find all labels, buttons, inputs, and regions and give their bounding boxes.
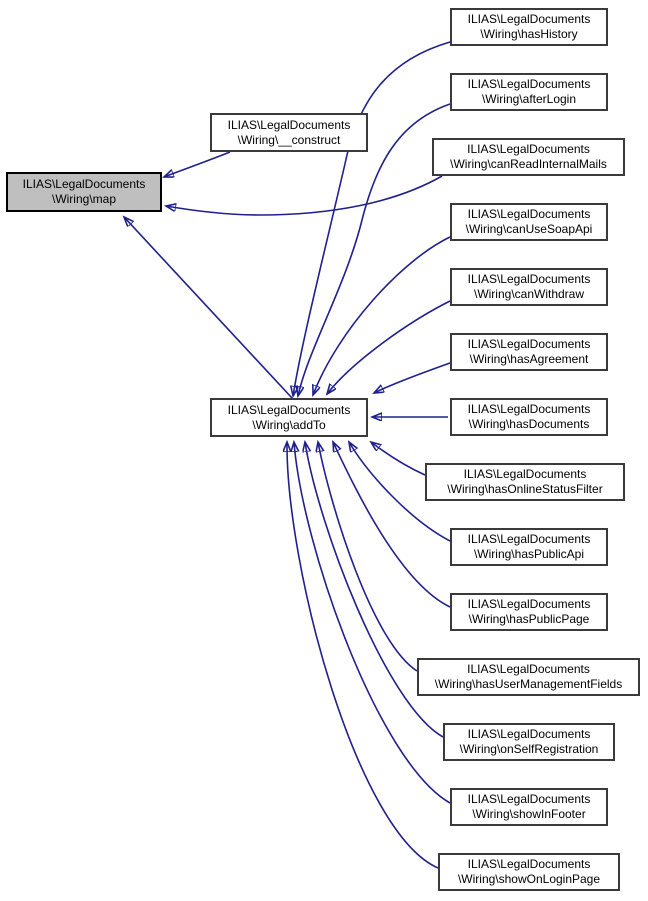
edge-addTo-to-map: [124, 217, 292, 398]
node-canReadInternalMails-line2: \Wiring\canReadInternalMails: [450, 157, 607, 171]
node-hasDocuments-line1: ILIAS\LegalDocuments: [467, 402, 591, 416]
edge-showOnLoginPage-to-addTo: [287, 442, 438, 868]
node-afterLogin[interactable]: [450, 73, 608, 111]
node-afterLogin-line1: ILIAS\LegalDocuments: [467, 77, 591, 91]
node-hasPublicApi-line1: ILIAS\LegalDocuments: [467, 532, 591, 546]
node-onSelfRegistration-line1: ILIAS\LegalDocuments: [467, 727, 591, 741]
node-hasDocuments[interactable]: [450, 398, 608, 436]
node-canUseSoapApi-line2: \Wiring\canUseSoapApi: [465, 222, 593, 236]
node-map-line1: ILIAS\LegalDocuments: [22, 177, 146, 191]
node-afterLogin-line2: \Wiring\afterLogin: [481, 92, 577, 106]
node-construct-line2: \Wiring\__construct: [237, 132, 341, 147]
node-hasUserManagementFields-line1: ILIAS\LegalDocuments: [467, 662, 590, 676]
node-canUseSoapApi-line1: ILIAS\LegalDocuments: [467, 207, 591, 221]
node-showInFooter-line1: ILIAS\LegalDocuments: [467, 792, 591, 806]
node-addTo-line1: ILIAS\LegalDocuments: [227, 402, 351, 417]
node-canWithdraw-line2: \Wiring\canWithdraw: [473, 287, 585, 301]
node-canWithdraw[interactable]: [450, 268, 608, 306]
node-hasUserManagementFields-line2: \Wiring\hasUserManagementFields: [434, 677, 623, 691]
node-canReadInternalMails-line1: ILIAS\LegalDocuments: [467, 142, 590, 156]
node-showOnLoginPage-line1: ILIAS\LegalDocuments: [467, 857, 591, 871]
edge-canReadInternalMails-to-map: [166, 176, 442, 215]
node-hasUserManagementFields[interactable]: [417, 658, 640, 696]
edge-construct-to-map: [164, 152, 230, 177]
edge-canWithdraw-to-addTo: [327, 301, 450, 394]
node-construct-line1: ILIAS\LegalDocuments: [227, 117, 351, 132]
node-canWithdraw-line1: ILIAS\LegalDocuments: [467, 272, 591, 286]
node-onSelfRegistration-line2: \Wiring\onSelfRegistration: [459, 742, 599, 756]
node-showOnLoginPage-line2: \Wiring\showOnLoginPage: [457, 872, 601, 886]
node-showInFooter[interactable]: [450, 788, 608, 826]
node-hasHistory-line1: ILIAS\LegalDocuments: [467, 12, 591, 26]
node-hasOnlineStatusFilter-line1: ILIAS\LegalDocuments: [463, 467, 587, 481]
node-hasDocuments-line2: \Wiring\hasDocuments: [468, 417, 590, 431]
node-showInFooter-line2: \Wiring\showInFooter: [472, 807, 586, 821]
node-construct[interactable]: [210, 113, 368, 152]
edge-hasUserManagementFields-to-addTo: [318, 442, 417, 671]
node-hasOnlineStatusFilter-line2: \Wiring\hasOnlineStatusFilter: [447, 482, 603, 496]
node-showOnLoginPage[interactable]: [438, 853, 620, 891]
node-hasPublicPage[interactable]: [450, 593, 608, 631]
node-onSelfRegistration[interactable]: [443, 723, 615, 761]
node-hasHistory-line2: \Wiring\hasHistory: [480, 27, 578, 41]
node-hasOnlineStatusFilter[interactable]: [425, 463, 625, 501]
edge-hasAgreement-to-addTo: [374, 363, 450, 393]
node-hasAgreement[interactable]: [450, 333, 608, 371]
node-hasPublicPage-line1: ILIAS\LegalDocuments: [467, 597, 591, 611]
edge-hasOnlineStatusFilter-to-addTo: [371, 442, 425, 475]
node-map-line2: \Wiring\map: [51, 192, 116, 206]
node-hasPublicPage-line2: \Wiring\hasPublicPage: [468, 612, 590, 626]
node-canUseSoapApi[interactable]: [450, 203, 608, 241]
node-addTo-line2: \Wiring\addTo: [252, 417, 326, 432]
node-hasHistory[interactable]: [450, 8, 608, 46]
node-addTo[interactable]: [210, 398, 368, 437]
node-hasAgreement-line1: ILIAS\LegalDocuments: [467, 337, 591, 351]
node-hasAgreement-line2: \Wiring\hasAgreement: [469, 352, 589, 366]
node-canReadInternalMails[interactable]: [432, 138, 625, 176]
node-hasPublicApi[interactable]: [450, 528, 608, 566]
node-hasPublicApi-line2: \Wiring\hasPublicApi: [473, 547, 585, 561]
node-map[interactable]: [6, 172, 162, 212]
